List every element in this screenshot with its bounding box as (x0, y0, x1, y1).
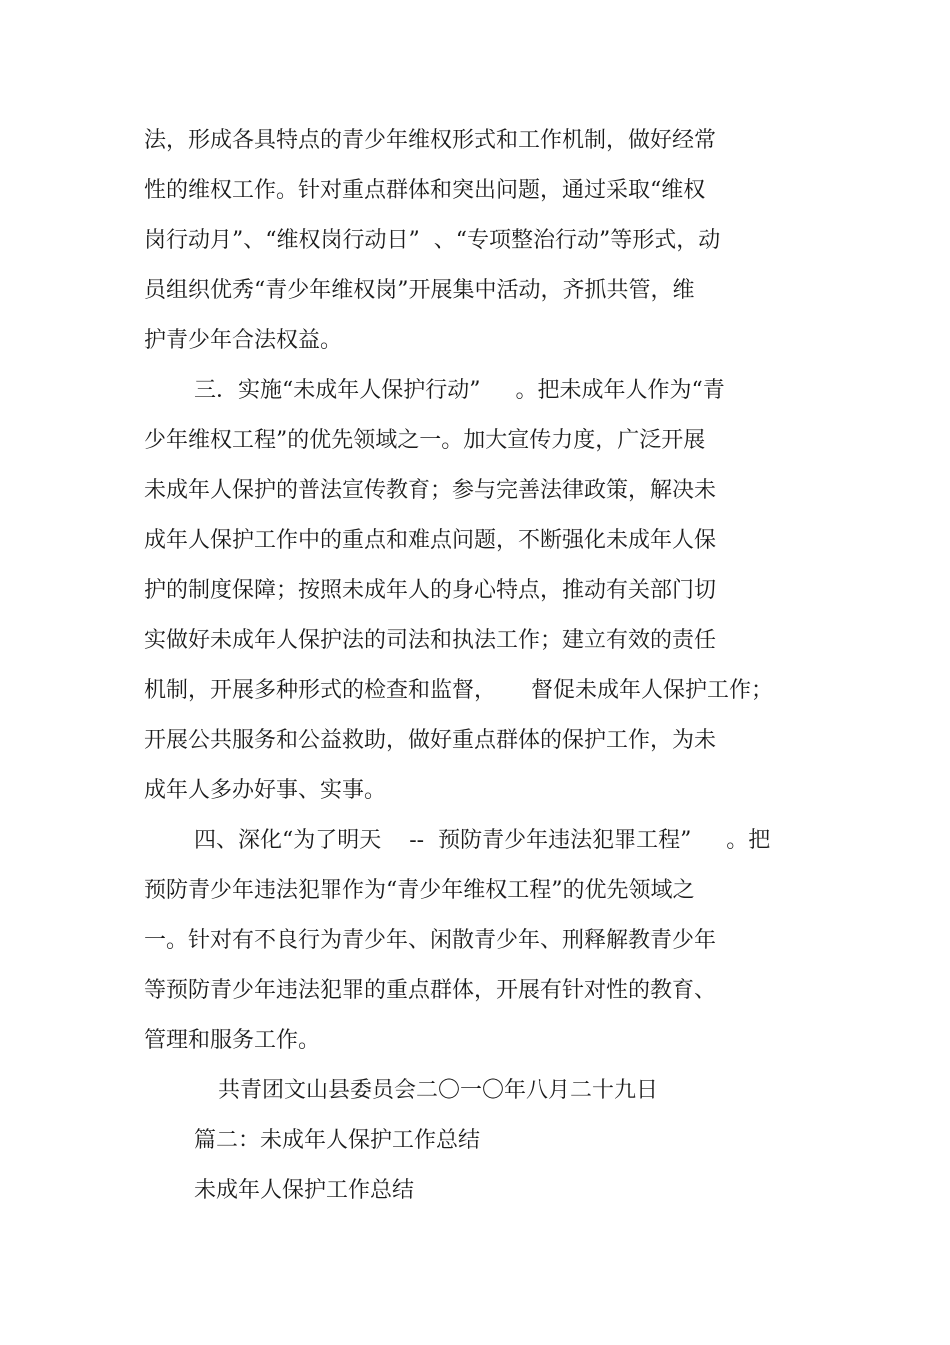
text-line-19: 管理和服务工作。 (144, 1028, 321, 1053)
text-line-4: 员组织优秀“青少年维权岗”开展集中活动，齐抓共管，维 (144, 278, 695, 303)
section-three-heading: 三．实施“未成年人保护行动” 。把未成年人作为“青 (194, 378, 725, 403)
signature-date: 共青团文山县委员会二〇一〇年八月二十九日 (218, 1078, 659, 1103)
text-line-3: 岗行动月”、“维权岗行动日” 、“专项整治行动”等形式，动 (144, 228, 721, 253)
text-line-13: 开展公共服务和公益救助，做好重点群体的保护工作，为未 (144, 728, 717, 753)
text-line-10: 护的制度保障；按照未成年人的身心特点，推动有关部门切 (144, 578, 717, 603)
text-line-16: 预防青少年违法犯罪作为“青少年维权工程”的优先领域之 (144, 878, 695, 903)
text-line-14: 成年人多办好事、实事。 (144, 778, 387, 803)
text-line-5: 护青少年合法权益。 (144, 328, 343, 353)
text-line-2: 性的维权工作。针对重点群体和突出问题，通过采取“维权 (144, 178, 706, 203)
text-line-7: 少年维权工程”的优先领域之一。加大宣传力度，广泛开展 (144, 428, 706, 453)
text-line-12: 机制，开展多种形式的检查和监督， 督促未成年人保护工作； (144, 678, 773, 703)
part-two-heading: 篇二：未成年人保护工作总结 (194, 1128, 481, 1153)
text-line-9: 成年人保护工作中的重点和难点问题，不断强化未成年人保 (144, 528, 717, 553)
text-line-1: 法，形成各具特点的青少年维权形式和工作机制，做好经常 (144, 128, 717, 153)
text-line-17: 一。针对有不良行为青少年、闲散青少年、刑释解教青少年 (144, 928, 717, 953)
text-line-11: 实做好未成年人保护法的司法和执法工作；建立有效的责任 (144, 628, 717, 653)
part-two-title: 未成年人保护工作总结 (194, 1178, 415, 1203)
text-line-18: 等预防青少年违法犯罪的重点群体，开展有针对性的教育、 (144, 978, 717, 1003)
text-line-8: 未成年人保护的普法宣传教育；参与完善法律政策，解决未 (144, 478, 717, 503)
section-four-heading: 四、深化“为了明天 -- 预防青少年违法犯罪工程” 。把 (194, 828, 771, 853)
